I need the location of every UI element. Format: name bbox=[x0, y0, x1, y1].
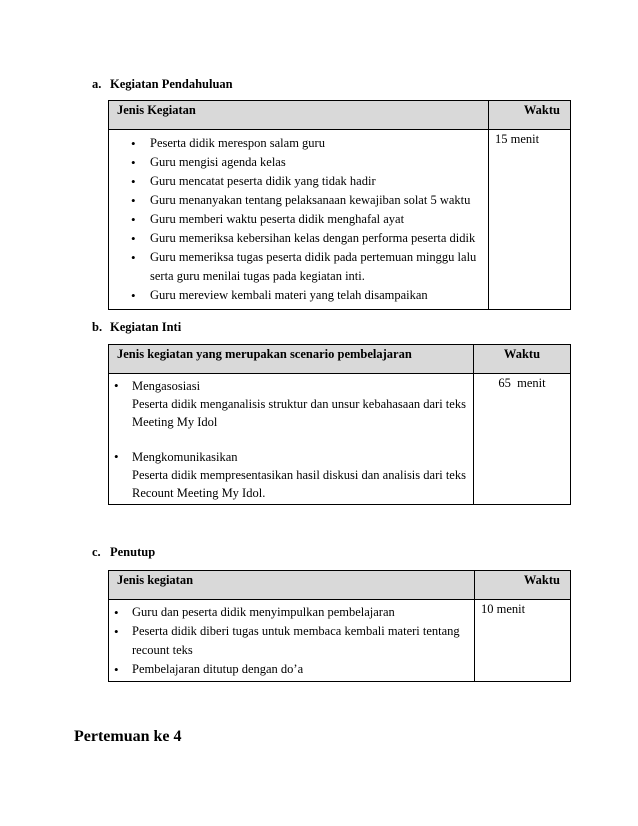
table-a-activities bbox=[109, 130, 489, 310]
list-item: • Guru mengisi agenda kelas bbox=[131, 155, 286, 170]
table-b-header-activity: Jenis kegiatan yang merupakan scenario pembelajaran bbox=[109, 345, 474, 374]
table-penutup bbox=[108, 570, 571, 682]
section-a-heading bbox=[92, 77, 233, 92]
table-b-header-time: Waktu bbox=[474, 345, 571, 374]
list-item: • Guru memeriksa kebersihan kelas dengan performa peserta didik bbox=[131, 231, 476, 246]
section-c-title: Penutup bbox=[110, 545, 156, 559]
list-item: • Mengkomunikasikan Peserta didik mempresentasikan hasil diskusi dan analisis dari teks Recount Meeting My Idol. bbox=[114, 449, 466, 500]
table-a-header-time: Waktu bbox=[489, 101, 571, 130]
table-c-header-activity: Jenis kegiatan bbox=[109, 571, 475, 600]
list-item: • Guru menanyakan tentang pelaksanaan kewajiban solat 5 waktu bbox=[131, 193, 471, 208]
section-c-letter: c. bbox=[92, 545, 101, 559]
list-item: • Guru mereview kembali materi yang telah disampaikan bbox=[131, 288, 428, 303]
next-meeting-heading: Pertemuan ke 4 bbox=[74, 728, 182, 745]
section-b-heading bbox=[92, 320, 181, 335]
section-b-letter: b. bbox=[92, 320, 103, 334]
list-item: • Guru memberi waktu peserta didik menghafal ayat bbox=[131, 212, 405, 227]
list-item: • Guru dan peserta didik menyimpulkan pembelajaran bbox=[114, 605, 395, 620]
table-c-header-time: Waktu bbox=[475, 571, 571, 600]
table-a-header-activity: Jenis Kegiatan bbox=[109, 101, 489, 130]
table-c-activities bbox=[109, 600, 475, 682]
section-a-title: Kegiatan Pendahuluan bbox=[110, 77, 233, 91]
table-inti bbox=[108, 344, 571, 505]
section-c-heading bbox=[92, 545, 155, 560]
list-item: • Mengasosiasi Peserta didik menganalisis struktur dan unsur kebahasaan dari teks Meeting My Idol bbox=[114, 378, 466, 429]
table-c-time: 10 menit bbox=[475, 600, 571, 682]
table-b-time: 65 menit bbox=[474, 374, 571, 505]
list-item: • Peserta didik diberi tugas untuk membaca kembali materi tentang recount teks bbox=[114, 624, 460, 657]
list-item: • Guru memeriksa tugas peserta didik pada pertemuan minggu lalu serta guru menilai tugas pada kegiatan inti. bbox=[131, 250, 477, 283]
section-a-letter: a. bbox=[92, 77, 102, 91]
table-a-time: 15 menit bbox=[489, 130, 571, 310]
list-item: • Peserta didik merespon salam guru bbox=[131, 136, 325, 151]
section-b-title: Kegiatan Inti bbox=[110, 320, 182, 334]
table-b-activities bbox=[109, 374, 474, 505]
table-pendahuluan bbox=[108, 100, 571, 310]
list-item: • Pembelajaran ditutup dengan do’a bbox=[114, 662, 304, 677]
list-item: • Guru mencatat peserta didik yang tidak hadir bbox=[131, 174, 376, 189]
